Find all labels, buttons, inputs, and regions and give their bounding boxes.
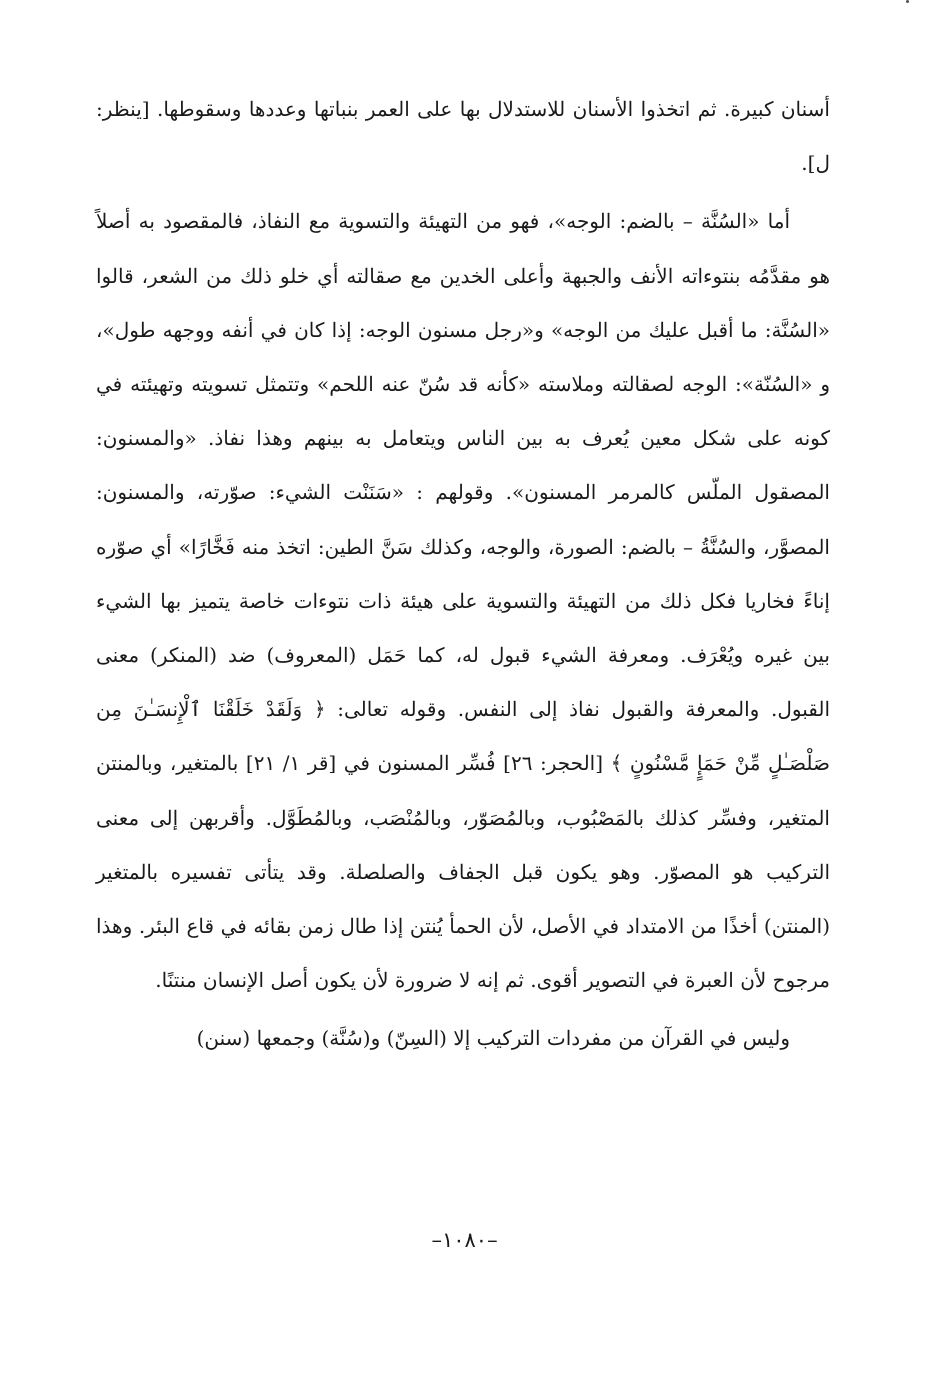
page-number: –١٠٨٠– bbox=[431, 1228, 498, 1252]
paragraph-quran-forms: وليس في القرآن من مفردات التركيب إلا (السِنّ) و(سُنَّة) وجمعها (سنن) bbox=[196, 1026, 790, 1051]
paragraph-continuation: أسنان كبيرة. ثم اتخذوا الأسنان للاستدلال بها على العمر بنباتها وعددها وسقوطها. [ينظر: ل]. bbox=[96, 97, 830, 176]
paragraph-sunna-face: أما «السُنَّة – بالضم: الوجه»، فهو من التهيئة والتسوية مع النفاذ، فالمقصود به أصلاً هو مقدَّمُه بنتوءاته الأنف والجبهة وأعلى الخدين مع صقالته أي خلو ذلك من الشعر، قالوا «السُنَّة: ما أقبل عليك من الوجه» و«رجل مسنون الوجه: إذا كان في أنفه ووجهه طول»، و «السُنّة»: الوجه لصقالته وملاسته «كأنه قد سُنّ عنه اللحم» وتتمثل تسويته وتهيئته في كونه على شكل معين يُعرف به بين الناس ويتعامل به بينهم وهذا نفاذ. «والمسنون: المصقول الملّس كالمرمر المسنون». وقولهم : «سَنَنْت الشيء: صوّرته، والمسنون: المصوَّر، والسُنَّةُ – بالضم: الصورة، والوجه، وكذلك سَنَّ الطين: اتخذ منه فَخَّارًا» أي صوّره إناءً فخاريا فكل ذلك من التهيئة والتسوية على هيئة ذات نتوءات خاصة يتميز بها الشيء بين غيره ويُعْرَف. ومعرفة الشيء قبول له، كما حَمَل (المعروف) ضد (المنكر) معنى القبول. والمعرفة والقبول نفاذ إلى النفس. وقوله تعالى: ﴿ وَلَقَدْ خَلَقْنَا ٱلْإِنسَـٰنَ مِن صَلْصَـٰلٍ مِّنْ حَمَإٍ مَّسْنُونٍ ﴾ [الحجر: ٢٦] فُسِّر المسنون في [قر ١/ ٢١] بالمتغير، وبالمنتن المتغير، وفسِّر كذلك بالمَصْبُوب، وبالمُصَوّر، وبالمُنْصَب، وبالمُطَوَّل. وأقربهن إلى معنى التركيب هو المصوّر. وهو يكون قبل الجفاف والصلصلة. وقد يتأتى تفسيره بالمتغير (المنتن) أخذًا من الامتداد في الأصل، لأن الحمأ يُنتن إذا طال زمن بقائه في قاع البئر. وهذا مرجوح لأن العبرة في التصوير أقوى. ثم إنه لا ضرورة لأن يكون أصل الإنسان منتنًا. bbox=[96, 209, 831, 993]
scan-speck bbox=[906, 0, 909, 3]
body-text bbox=[96, 82, 830, 1066]
